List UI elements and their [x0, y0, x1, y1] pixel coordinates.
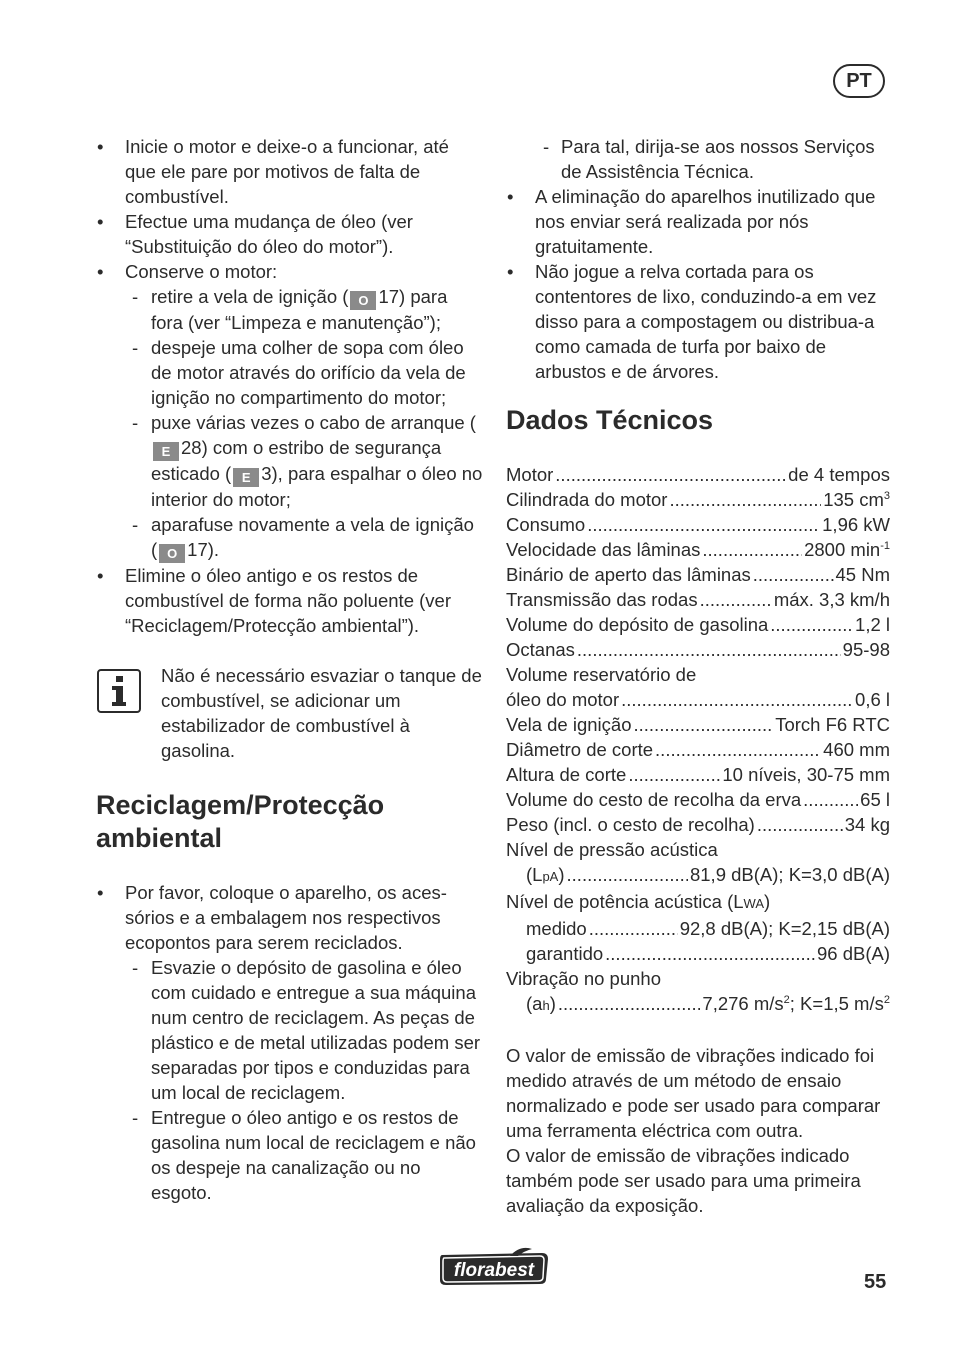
spec-row: Volume do depósito de gasolina ..... 1,2 l: [506, 612, 890, 637]
spec-row: garantido ..... 96 dB(A): [506, 941, 890, 966]
vibration-paragraph-2: O valor de emissão de vibrações indicado também pode ser usado para uma primeira avaliação da exposição.: [506, 1145, 861, 1216]
spec-row-label: Vibração no punho: [506, 968, 661, 989]
recycling-list-continued: [506, 134, 890, 384]
specs-table: [506, 462, 890, 1018]
info-note: [96, 663, 484, 763]
storage-list: [96, 134, 484, 638]
figure-ref-badge: O: [350, 291, 376, 310]
spec-row: Binário de aperto das lâminas ..... 45 Nm: [506, 562, 890, 587]
spec-row: Consumo ..... 1,96 kW: [506, 512, 890, 537]
spec-row: Altura de corte ..... 10 níveis, 30-75 mm: [506, 762, 890, 787]
spec-row: Peso (incl. o cesto de recolha) ..... 34 kg: [506, 812, 890, 837]
list-item: • Efectue uma mudança de óleo (ver “Substituição do óleo do motor”).: [96, 209, 484, 259]
recycling-list: [96, 880, 484, 1205]
spec-row-label: Nível de pressão acústica: [506, 839, 718, 860]
list-item: • Inicie o motor e deixe-o a funcionar, até que ele pare por motivos de falta de combustível.: [96, 134, 484, 209]
spec-row: medido ..... 92,8 dB(A); K=2,15 dB(A): [506, 916, 890, 941]
spec-row: Transmissão das rodas ..... máx. 3,3 km/h: [506, 587, 890, 612]
list-item: - puxe várias vezes o cabo de arranque (E 28) com o estribo de segurança esticado ( E 3), para espalhar o óleo no interior do motor;: [96, 410, 484, 512]
spec-row-label: Nível de potência acústica (LWA): [506, 891, 771, 912]
language-badge: PT: [833, 64, 885, 98]
list-item: • Por favor, coloque o aparelho, os acessórios e a embalagem nos respectivos ecopontos para serem reciclados.: [96, 880, 484, 955]
technical-data-heading: Dados Técnicos: [506, 405, 714, 435]
list-item: - Para tal, dirija-se aos nossos Serviços de Assistência Técnica.: [506, 134, 890, 184]
spec-row: Octanas ..... 95-98: [506, 637, 890, 662]
list-item: - despeje uma colher de sopa com óleo de motor através do orifício da vela de ignição no compartimento do motor;: [96, 335, 484, 410]
right-column: [506, 134, 890, 1218]
list-item: • A eliminação do aparelhos inutilizado que nos enviar será realizada por nós gratuitamente.: [506, 184, 890, 259]
list-item: - Entregue o óleo antigo e os restos de gasolina num local de reciclagem e não os despeje na canalização ou no esgoto.: [96, 1105, 484, 1205]
figure-ref-badge: O: [159, 544, 185, 563]
left-column: [96, 134, 484, 1205]
spec-row: Diâmetro de corte ..... 460 mm: [506, 737, 890, 762]
list-item: - aparafuse novamente a vela de ignição ( O 17).: [96, 512, 484, 563]
spec-row: Motor ..... de 4 tempos: [506, 462, 890, 487]
figure-ref-badge: E: [233, 468, 259, 487]
spec-row-label: Volume reservatório de: [506, 664, 697, 685]
list-item: • Conserve o motor:: [96, 259, 484, 284]
spec-row: Vela de ignição ..... Torch F6 RTC: [506, 712, 890, 737]
spec-row: Volume do cesto de recolha da erva ..... 65 l: [506, 787, 890, 812]
page-number: 55: [864, 1271, 887, 1293]
recycling-heading: Reciclagem/Protecção ambiental: [96, 790, 385, 853]
svg-text:florabest: florabest: [453, 1260, 535, 1281]
note-text: Não é necessário esvaziar o tanque de combustível, se adicionar um estabilizador de combustível à gasolina.: [161, 665, 482, 761]
list-item: - retire a vela de ignição ( O 17) para fora (ver “Limpeza e manutenção”);: [96, 284, 484, 335]
spec-row: (ah) ..... 7,276 $m/s^2$; K=1,5 $m/s^2$: [506, 991, 890, 1018]
spec-row: (LpA) ..... 81,9 dB(A); K=3,0 dB(A): [506, 862, 890, 889]
vibration-paragraph: O valor de emissão de vibrações indicado foi medido através de um método de ensaio normalizado e pode ser usado para comparar uma ferramenta eléctrica com outra.: [506, 1045, 881, 1141]
spec-row: óleo do motor ..... 0,6 l: [506, 687, 890, 712]
florabest-logo: [438, 1247, 552, 1287]
info-icon: [97, 669, 141, 713]
spec-row: Velocidade das lâminas ..... 2800 $\min^{-1}$: [506, 537, 890, 562]
figure-ref-badge: E: [153, 442, 179, 461]
list-item: - Esvazie o depósito de gasolina e óleo com cuidado e entregue a sua máquina num centro de reciclagem. As peças de plástico e de metal utilizadas podem ser separadas por tipos e conduzidas para um local de reciclagem.: [96, 955, 484, 1105]
list-item: • Elimine o óleo antigo e os restos de combustível de forma não poluente (ver “Reciclagem/Protecção ambiental”).: [96, 563, 484, 638]
list-item: • Não jogue a relva cortada para os contentores de lixo, conduzindo-a em vez disso para a compostagem ou distribua-a como camada de turfa por baixo de arbustos e de árvores.: [506, 259, 890, 384]
spec-row: Cilindrada do motor ..... 135 $cm^3$: [506, 487, 890, 512]
